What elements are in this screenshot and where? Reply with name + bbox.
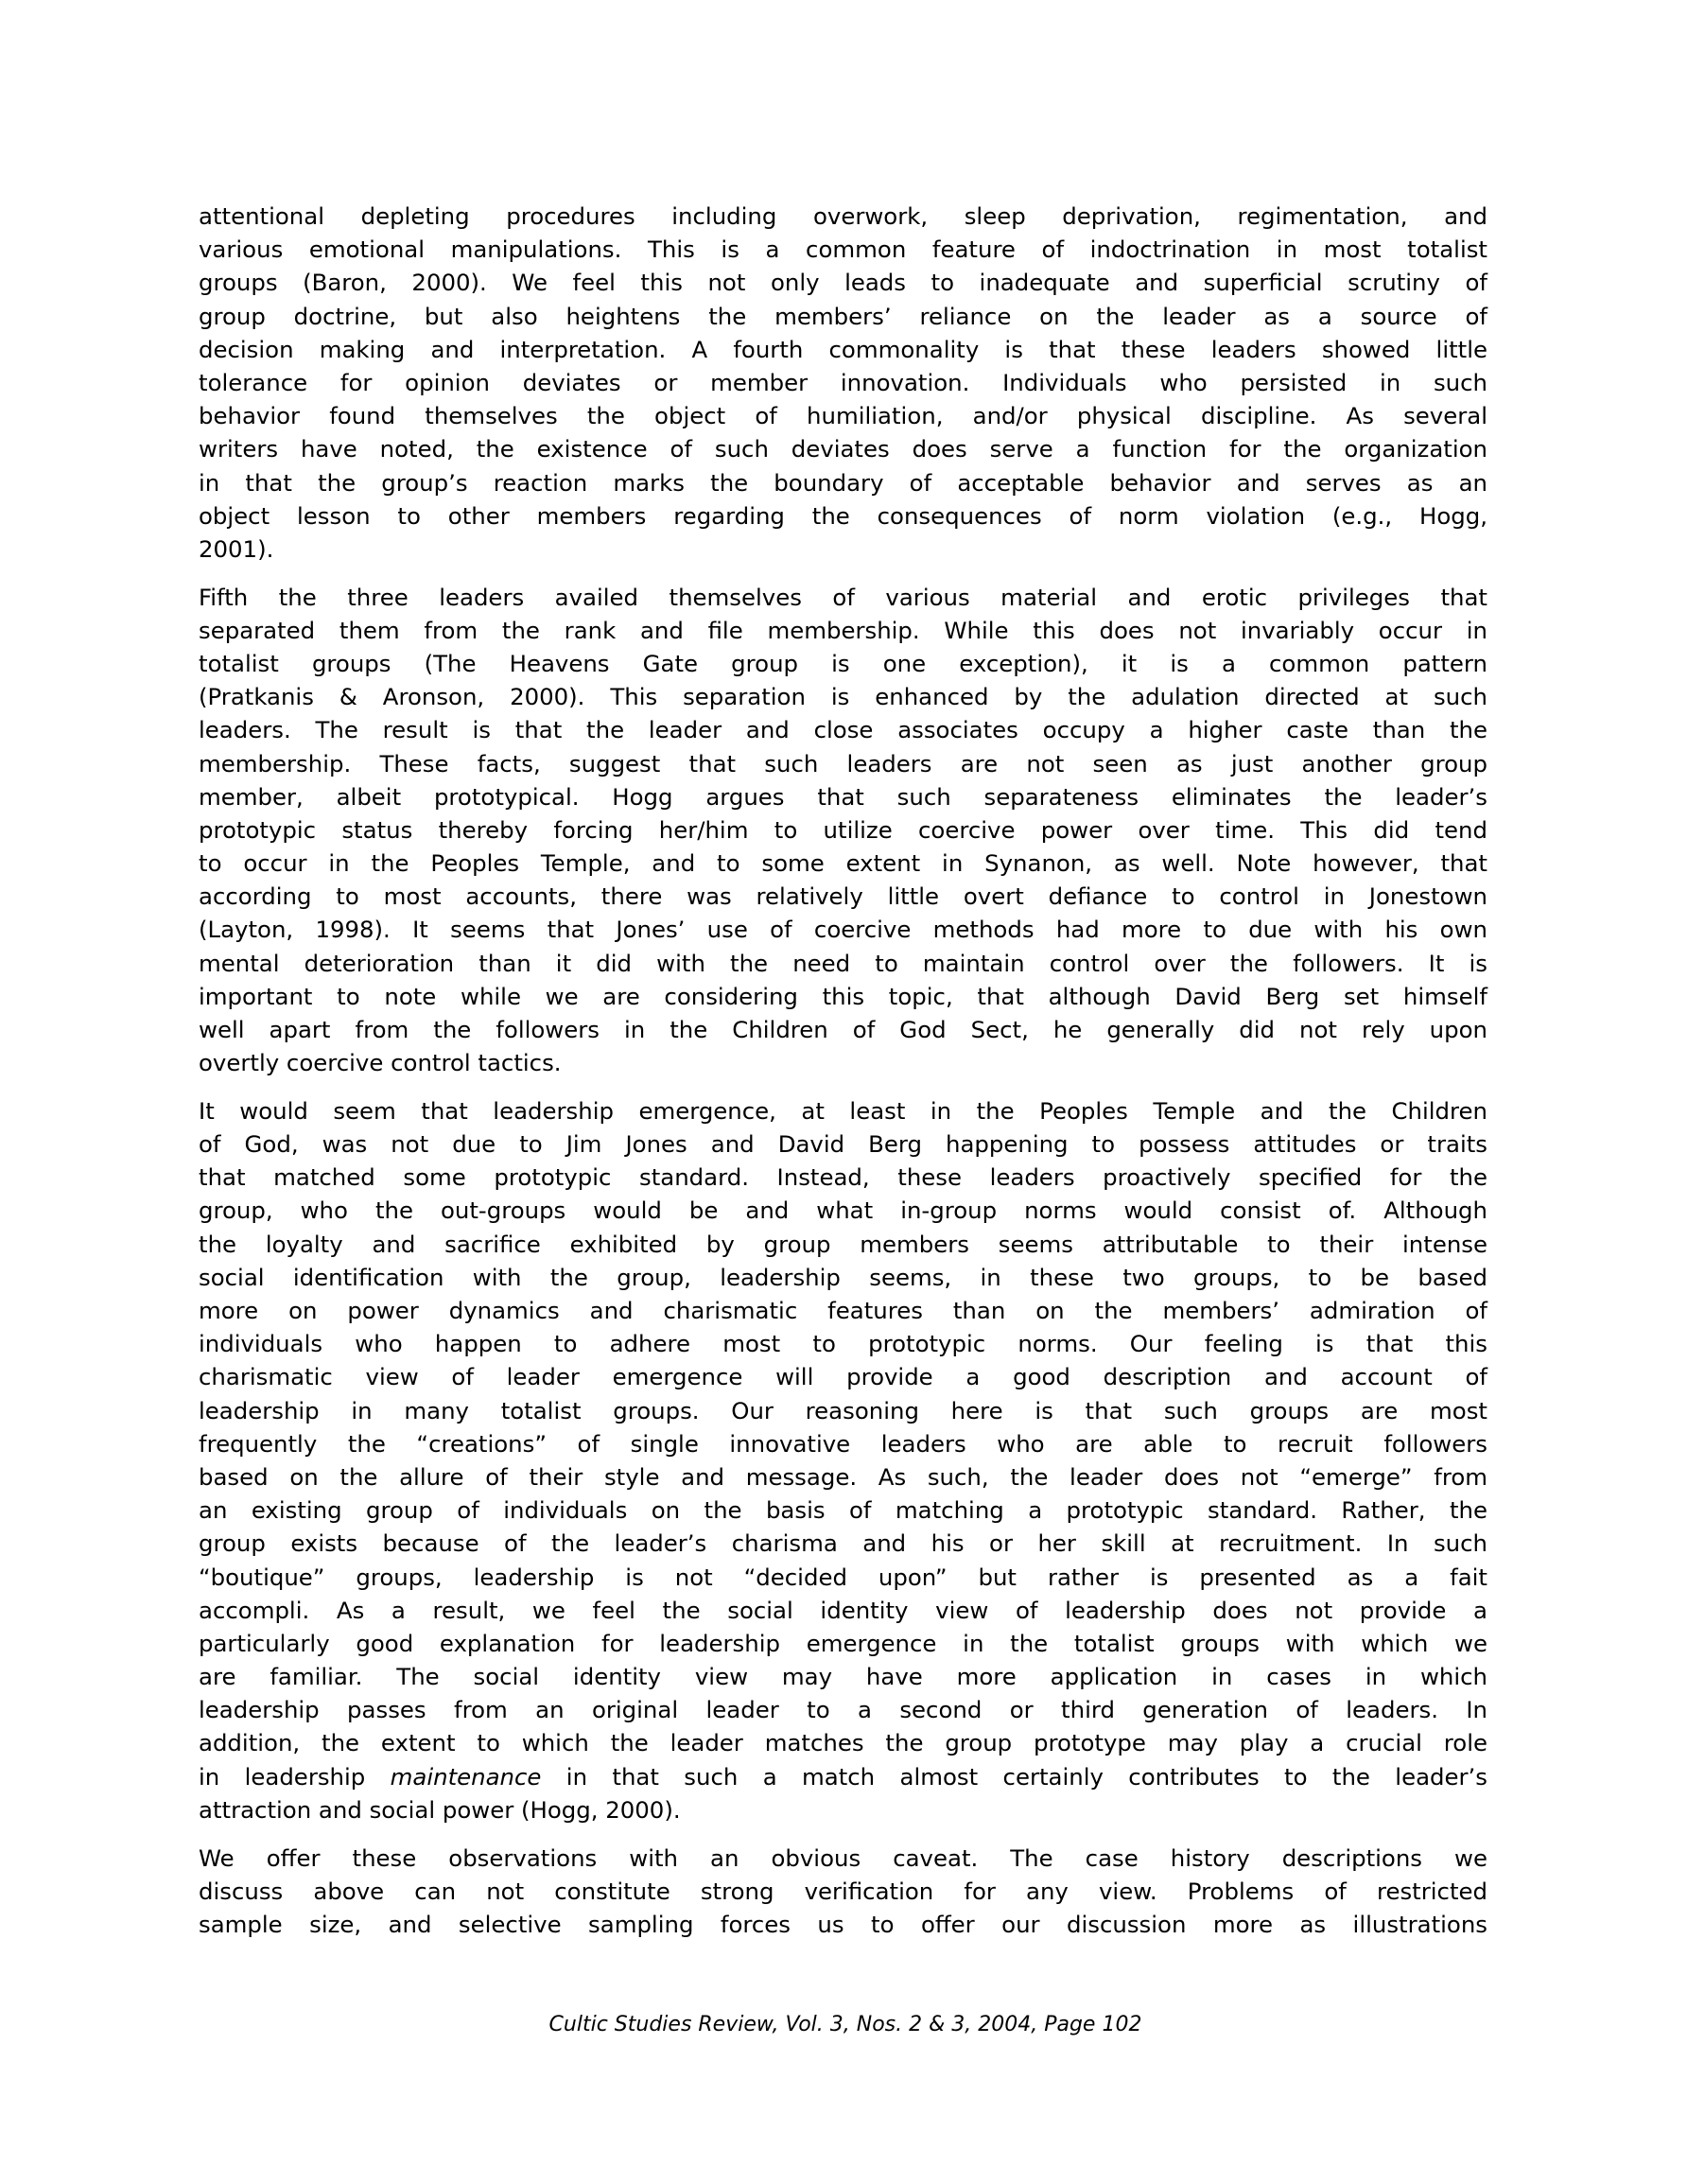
text-line: addition, the extent to which the leader matches the group prototype may play a crucial role <box>199 1729 1487 1757</box>
text-line: more on power dynamics and charismatic features than on the members’ admiration of <box>199 1297 1487 1324</box>
text-line: frequently the “creations” of single innovative leaders who are able to recruit followers <box>199 1429 1487 1458</box>
text-line: an existing group of individuals on the basis of matching a prototypic standard. Rather, the <box>199 1496 1487 1525</box>
text-line: various emotional manipulations. This is a common feature of indoctrination in most totalist <box>199 236 1487 264</box>
text-line: group exists because of the leader’s charisma and his or her skill at recruitment. In such <box>199 1529 1487 1558</box>
text-line: to occur in the Peoples Temple, and to some extent in Synanon, as well. Note however, that <box>199 849 1487 878</box>
text-line: social identification with the group, leadership seems, in these two groups, to be based <box>199 1263 1487 1291</box>
text-run: in that such a match almost certainly contributes to the leader’s <box>541 1762 1487 1791</box>
text-line: writers have noted, the existence of such deviates does serve a function for the organization <box>199 435 1487 463</box>
text-line: group doctrine, but also heightens the members’ reliance on the leader as a source of <box>199 302 1487 330</box>
text-line: separated them from the rank and file membership. While this does not invariably occur in <box>199 616 1487 644</box>
text-line: Fifth the three leaders availed themselves of various material and erotic privileges that <box>199 583 1487 611</box>
text-line: mental deterioration than it did with the need to maintain control over the followers. It is <box>199 949 1487 977</box>
text-line <box>199 1760 1487 1793</box>
emphasized-text: maintenance <box>390 1762 542 1791</box>
text-line: (Pratkanis & Aronson, 2000). This separation is enhanced by the adulation directed at such <box>199 683 1487 711</box>
text-line: attraction and social power (Hogg, 2000). <box>199 1795 681 1824</box>
paragraph <box>199 200 1487 566</box>
text-line: member, albeit prototypical. Hogg argues that such separateness eliminates the leader’s <box>199 782 1487 811</box>
paragraph <box>199 581 1487 1080</box>
text-line: object lesson to other members regarding the consequences of norm violation (e.g., Hogg, <box>199 501 1487 530</box>
body-text <box>199 200 1487 1956</box>
text-line: leadership in many totalist groups. Our reasoning here is that such groups are most <box>199 1396 1487 1424</box>
text-line: 2001). <box>199 534 274 563</box>
text-line: well apart from the followers in the Children of God Sect, he generally did not rely upon <box>199 1016 1487 1043</box>
text-line: overtly coercive control tactics. <box>199 1049 562 1077</box>
paragraph <box>199 1094 1487 1826</box>
text-line: totalist groups (The Heavens Gate group is one exception), it is a common pattern <box>199 649 1487 677</box>
text-line: accompli. As a result, we feel the social identity view of leadership does not provide a <box>199 1596 1487 1624</box>
text-line: membership. These facts, suggest that such leaders are not seen as just another group <box>199 749 1487 778</box>
text-line: are familiar. The social identity view may have more application in cases in which <box>199 1663 1487 1691</box>
text-line: the loyalty and sacrifice exhibited by group members seems attributable to their intense <box>199 1230 1487 1258</box>
text-line: behavior found themselves the object of humiliation, and/or physical discipline. As several <box>199 402 1487 430</box>
text-line: in that the group’s reaction marks the boundary of acceptable behavior and serves as an <box>199 468 1487 497</box>
text-line: discuss above can not constitute strong verification for any view. Problems of restricted <box>199 1877 1487 1905</box>
text-line: that matched some prototypic standard. Instead, these leaders proactively specified for the <box>199 1163 1487 1192</box>
text-line: attentional depleting procedures including overwork, sleep deprivation, regimentation, and <box>199 202 1487 230</box>
text-line: based on the allure of their style and message. As such, the leader does not “emerge” from <box>199 1462 1487 1491</box>
text-line: charismatic view of leader emergence will provide a good description and account of <box>199 1363 1487 1391</box>
paragraph <box>199 1842 1487 1942</box>
text-line: leaders. The result is that the leader and close associates occupy a higher caste than the <box>199 716 1487 744</box>
text-line: groups (Baron, 2000). We feel this not only leads to inadequate and superficial scrutiny of <box>199 269 1487 297</box>
page-footer: Cultic Studies Review, Vol. 3, Nos. 2 & 3, 2004, Page 102 <box>548 2013 1142 2036</box>
text-line: according to most accounts, there was relatively little overt defiance to control in Jonestown <box>199 882 1487 911</box>
text-line: of God, was not due to Jim Jones and David Berg happening to possess attitudes or traits <box>199 1130 1487 1159</box>
text-line: particularly good explanation for leadership emergence in the totalist groups with which we <box>199 1629 1487 1657</box>
text-line: group, who the out-groups would be and what in-group norms would consist of. Although <box>199 1197 1487 1225</box>
text-line: important to note while we are considering this topic, that although David Berg set himself <box>199 982 1487 1010</box>
text-run: in leadership <box>199 1762 391 1791</box>
text-line: “boutique” groups, leadership is not “decided upon” but rather is presented as a fait <box>199 1563 1487 1591</box>
text-line: sample size, and selective sampling forces us to offer our discussion more as illustrations <box>199 1910 1487 1938</box>
text-line: It would seem that leadership emergence, at least in the Peoples Temple and the Children <box>199 1096 1487 1125</box>
text-line: We offer these observations with an obvious caveat. The case history descriptions we <box>199 1843 1487 1872</box>
text-line: decision making and interpretation. A fourth commonality is that these leaders showed little <box>199 335 1487 363</box>
text-line: (Layton, 1998). It seems that Jones’ use of coercive methods had more to due with his own <box>199 916 1487 944</box>
text-line: leadership passes from an original leader to a second or third generation of leaders. In <box>199 1696 1487 1724</box>
text-line: tolerance for opinion deviates or member innovation. Individuals who persisted in such <box>199 368 1487 396</box>
text-line: individuals who happen to adhere most to prototypic norms. Our feeling is that this <box>199 1330 1487 1358</box>
text-line: prototypic status thereby forcing her/him to utilize coercive power over time. This did tend <box>199 815 1487 844</box>
